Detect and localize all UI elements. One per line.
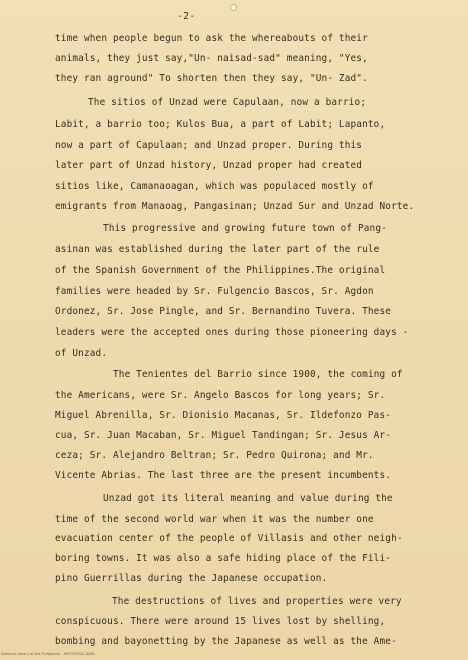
text-line: pino Guerrillas during the Japanese occupation. xyxy=(55,573,328,584)
text-line: ceza; Sr. Alejandro Beltran; Sr. Pedro Quirona; and Mr. xyxy=(55,450,374,461)
text-line: of the Spanish Government of the Philippines.The original xyxy=(55,265,386,276)
text-line: Ordonez, Sr. Jose Pingle, and Sr. Bernandino Tuvera. These xyxy=(55,306,392,317)
text-line: asinan was established during the later part of the rule xyxy=(55,244,380,255)
text-line: families were headed by Sr. Fulgencio Bascos, Sr. Agdon xyxy=(55,286,374,297)
text-line: later part of Unzad history, Unzad proper had created xyxy=(55,160,363,171)
text-line: time when people begun to ask the whereabouts of their xyxy=(55,33,368,44)
text-line: now a part of Capulaan; and Unzad proper. During this xyxy=(55,140,363,151)
text-line: emigrants from Manaoag, Pangasinan; Unzad Sur and Unzad Norte. xyxy=(55,201,415,212)
text-line: Labit, a barrio too; Kulos Bua, a part of Labit; Lapanto, xyxy=(55,119,386,130)
text-line: This progressive and growing future town of Pang- xyxy=(103,223,387,234)
archive-footer: National Library of the Philippines HISTORICAL DATA xyxy=(1,652,95,656)
text-line: bombing and bayonetting by the Japanese as well as the Ame- xyxy=(55,636,397,647)
text-line: cua, Sr. Juan Macaban, Sr. Miguel Tandingan; Sr. Jesus Ar- xyxy=(55,430,392,441)
text-line: sitios like, Camanaoagan, which was populaced mostly of xyxy=(55,181,374,192)
text-line: The sitios of Unzad were Capulaan, now a barrio; xyxy=(88,97,367,108)
text-line: boring towns. It was also a safe hiding place of the Fili- xyxy=(55,553,392,564)
punch-hole-mark xyxy=(230,4,237,11)
text-line: The destructions of lives and properties were very xyxy=(112,596,402,607)
text-line: the Americans, were Sr. Angelo Bascos for long years; Sr. xyxy=(55,390,386,401)
text-line: The Tenientes del Barrio since 1900, the coming of xyxy=(113,369,403,380)
text-line: Miguel Abrenilla, Sr. Dionisio Macanas, Sr. Ildefonzo Pas- xyxy=(55,410,392,421)
text-line: animals, they just say,"Un- naisad-sad" meaning, "Yes, xyxy=(55,53,368,64)
text-line: leaders were the accepted ones during those pioneering days - xyxy=(55,327,409,338)
text-line: evacuation center of the people of Villasis and other neigh- xyxy=(55,533,403,544)
text-line: time of the second world war when it was the number one xyxy=(55,514,374,525)
text-line: conspicuous. There were around 15 lives lost by shelling, xyxy=(55,616,386,627)
text-line: Vicente Abrias. The last three are the present incumbents. xyxy=(55,470,392,481)
text-line: of Unzad. xyxy=(55,348,108,359)
page-number: -2- xyxy=(177,11,196,22)
text-line: they ran aground" To shorten then they say, "Un- Zad". xyxy=(55,73,368,84)
text-line: Unzad got its literal meaning and value during the xyxy=(103,493,393,504)
